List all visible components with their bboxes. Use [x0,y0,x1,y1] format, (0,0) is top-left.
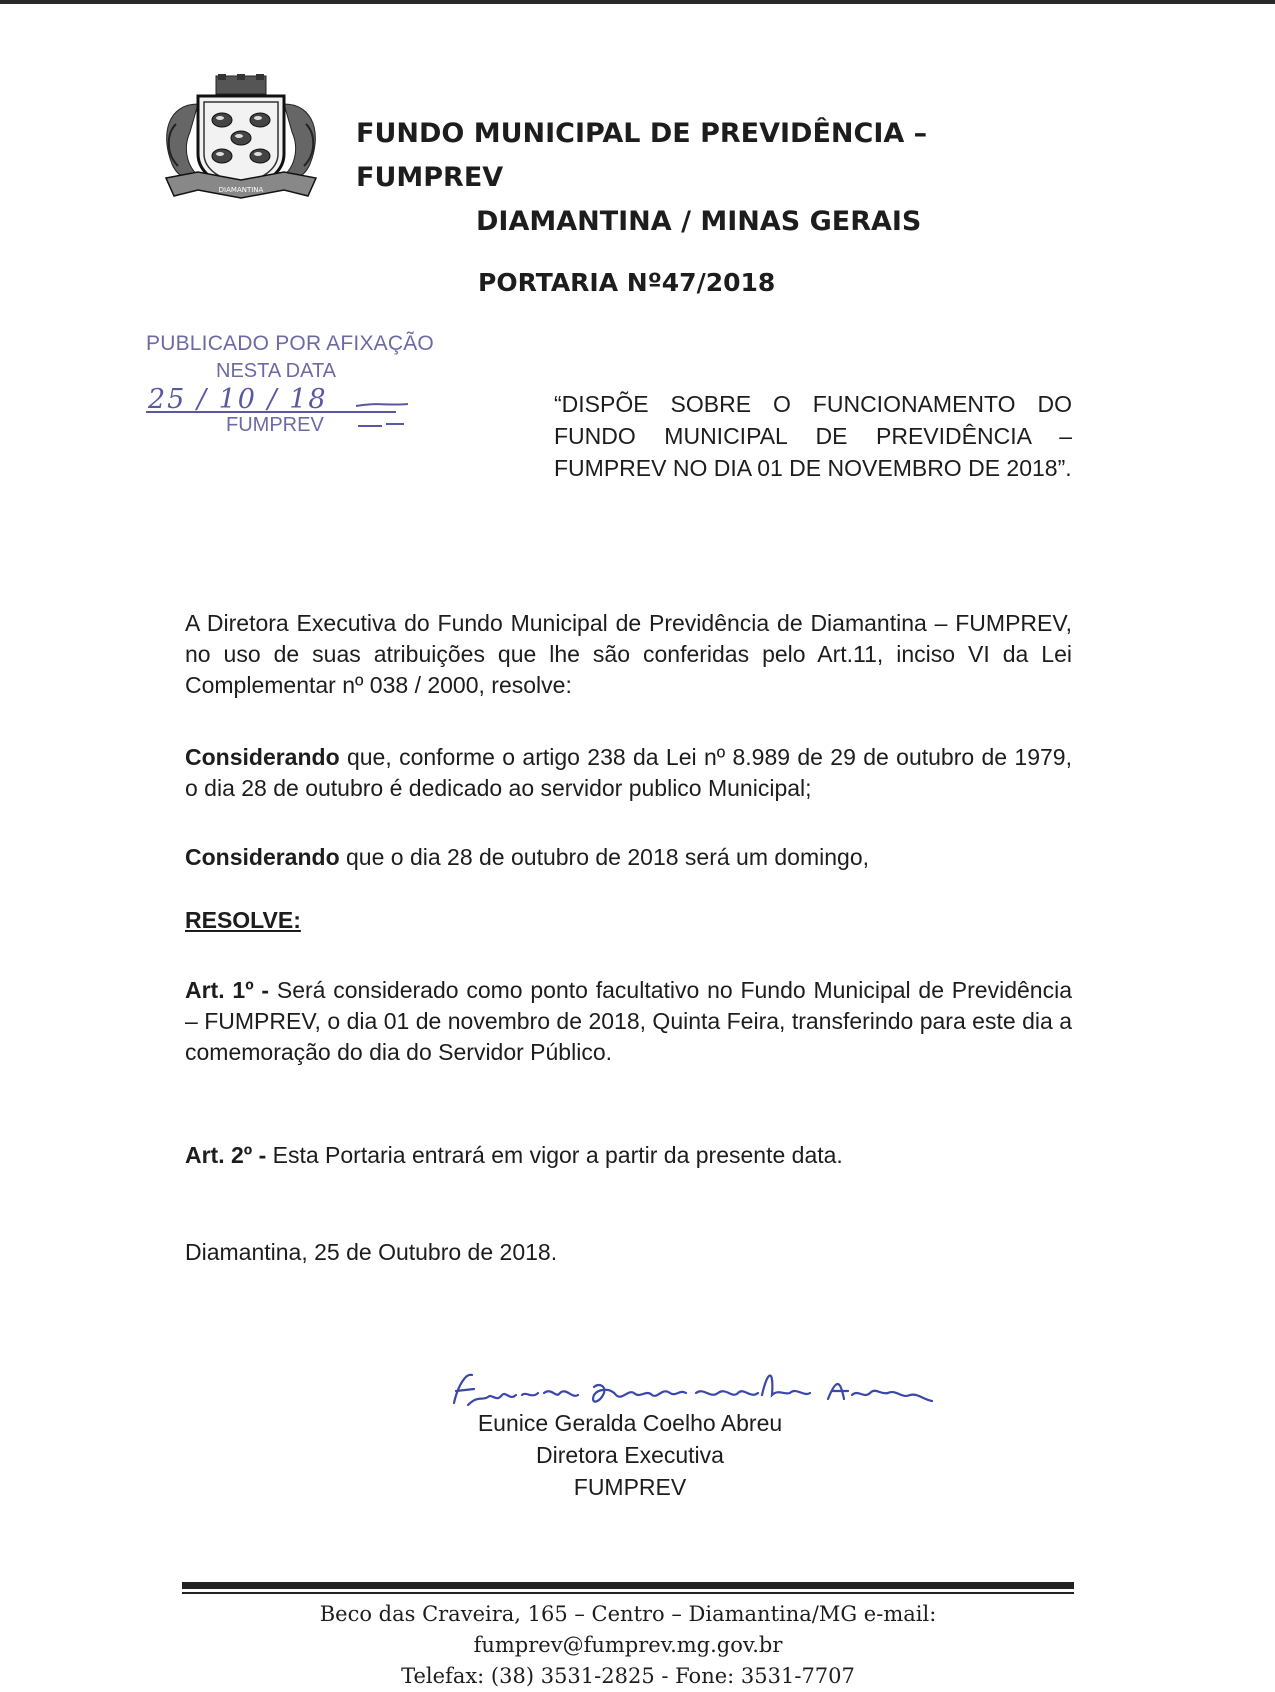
signer-role: Diretora Executiva [536,1442,724,1468]
consideration-1-label: Considerando [185,744,340,770]
institution-location: DIAMANTINA / MINAS GERAIS [476,206,922,237]
document-number: PORTARIA Nº47/2018 [478,268,776,297]
consideration-2-text: que o dia 28 de outubro de 2018 será um domingo, [339,844,870,870]
resolve-heading: RESOLVE: [185,907,301,933]
article-2-label: Art. 2º - [185,1142,267,1168]
signer-name: Eunice Geralda Coelho Abreu [477,1410,783,1436]
consideration-1-text: que, conforme o artigo 238 da Lei nº 8.989 de 29 de outubro de 1979, o dia 28 de outubro é dedicado ao servidor publico Municipal; [185,744,1072,801]
footer-divider-thick [182,1582,1074,1589]
article-1-label: Art. 1º - [185,977,270,1003]
article-1 [185,975,1072,1068]
article-1-text: Será considerado como ponto facultativo no Fundo Municipal de Previdência – FUMPREV, o dia 01 de novembro de 2018, Quinta Feira, transferindo para este dia a comemoração do dia do Servidor Público. [185,977,1072,1065]
stamp-handwritten-date: 25 / 10 / 18 [148,384,328,415]
signature-block [380,1407,880,1503]
footer-contact [182,1599,1074,1692]
article-2 [185,1140,1072,1171]
document-summary: “DISPÕE SOBRE O FUNCIONAMENTO DO FUNDO MUNICIPAL DE PREVIDÊNCIA – FUMPREV NO DIA 01 DE NOVEMBRO DE 2018”. [554,391,1072,481]
footer-address: Beco das Craveira, 165 – Centro – Diamantina/MG e-mail: fumprev@fumprev.mg.gov.br [319,1602,937,1657]
stamp-line-date-label: NESTA DATA [216,360,337,382]
article-2-text: Esta Portaria entrará em vigor a partir da presente data. [266,1142,843,1168]
consideration-1 [185,742,1072,804]
signer-org: FUMPREV [573,1474,687,1500]
top-border-line [0,0,1275,4]
institution-header [356,112,1056,244]
publication-stamp [146,332,436,442]
consideration-2-label: Considerando [185,844,340,870]
stamp-line-org: FUMPREV [226,414,324,436]
place-and-date: Diamantina, 25 de Outubro de 2018. [185,1239,558,1265]
stamp-line-published: PUBLICADO POR AFIXAÇÃO [146,332,434,355]
footer-phones: Telefax: (38) 3531-2825 - Fone: 3531-7707 [401,1664,855,1688]
footer-divider-thin [182,1592,1074,1594]
intro-paragraph: A Diretora Executiva do Fundo Municipal de Previdência de Diamantina – FUMPREV, no uso de suas atribuições que lhe são conferidas pelo Art.11, inciso VI da Lei Complementar nº 038 / 2000, resolve: [185,610,1072,698]
consideration-2 [185,842,1072,873]
municipal-crest-logo [158,74,324,202]
institution-name: FUNDO MUNICIPAL DE PREVIDÊNCIA – FUMPREV [356,118,928,193]
svg-text:DIAMANTINA: DIAMANTINA [218,186,264,194]
